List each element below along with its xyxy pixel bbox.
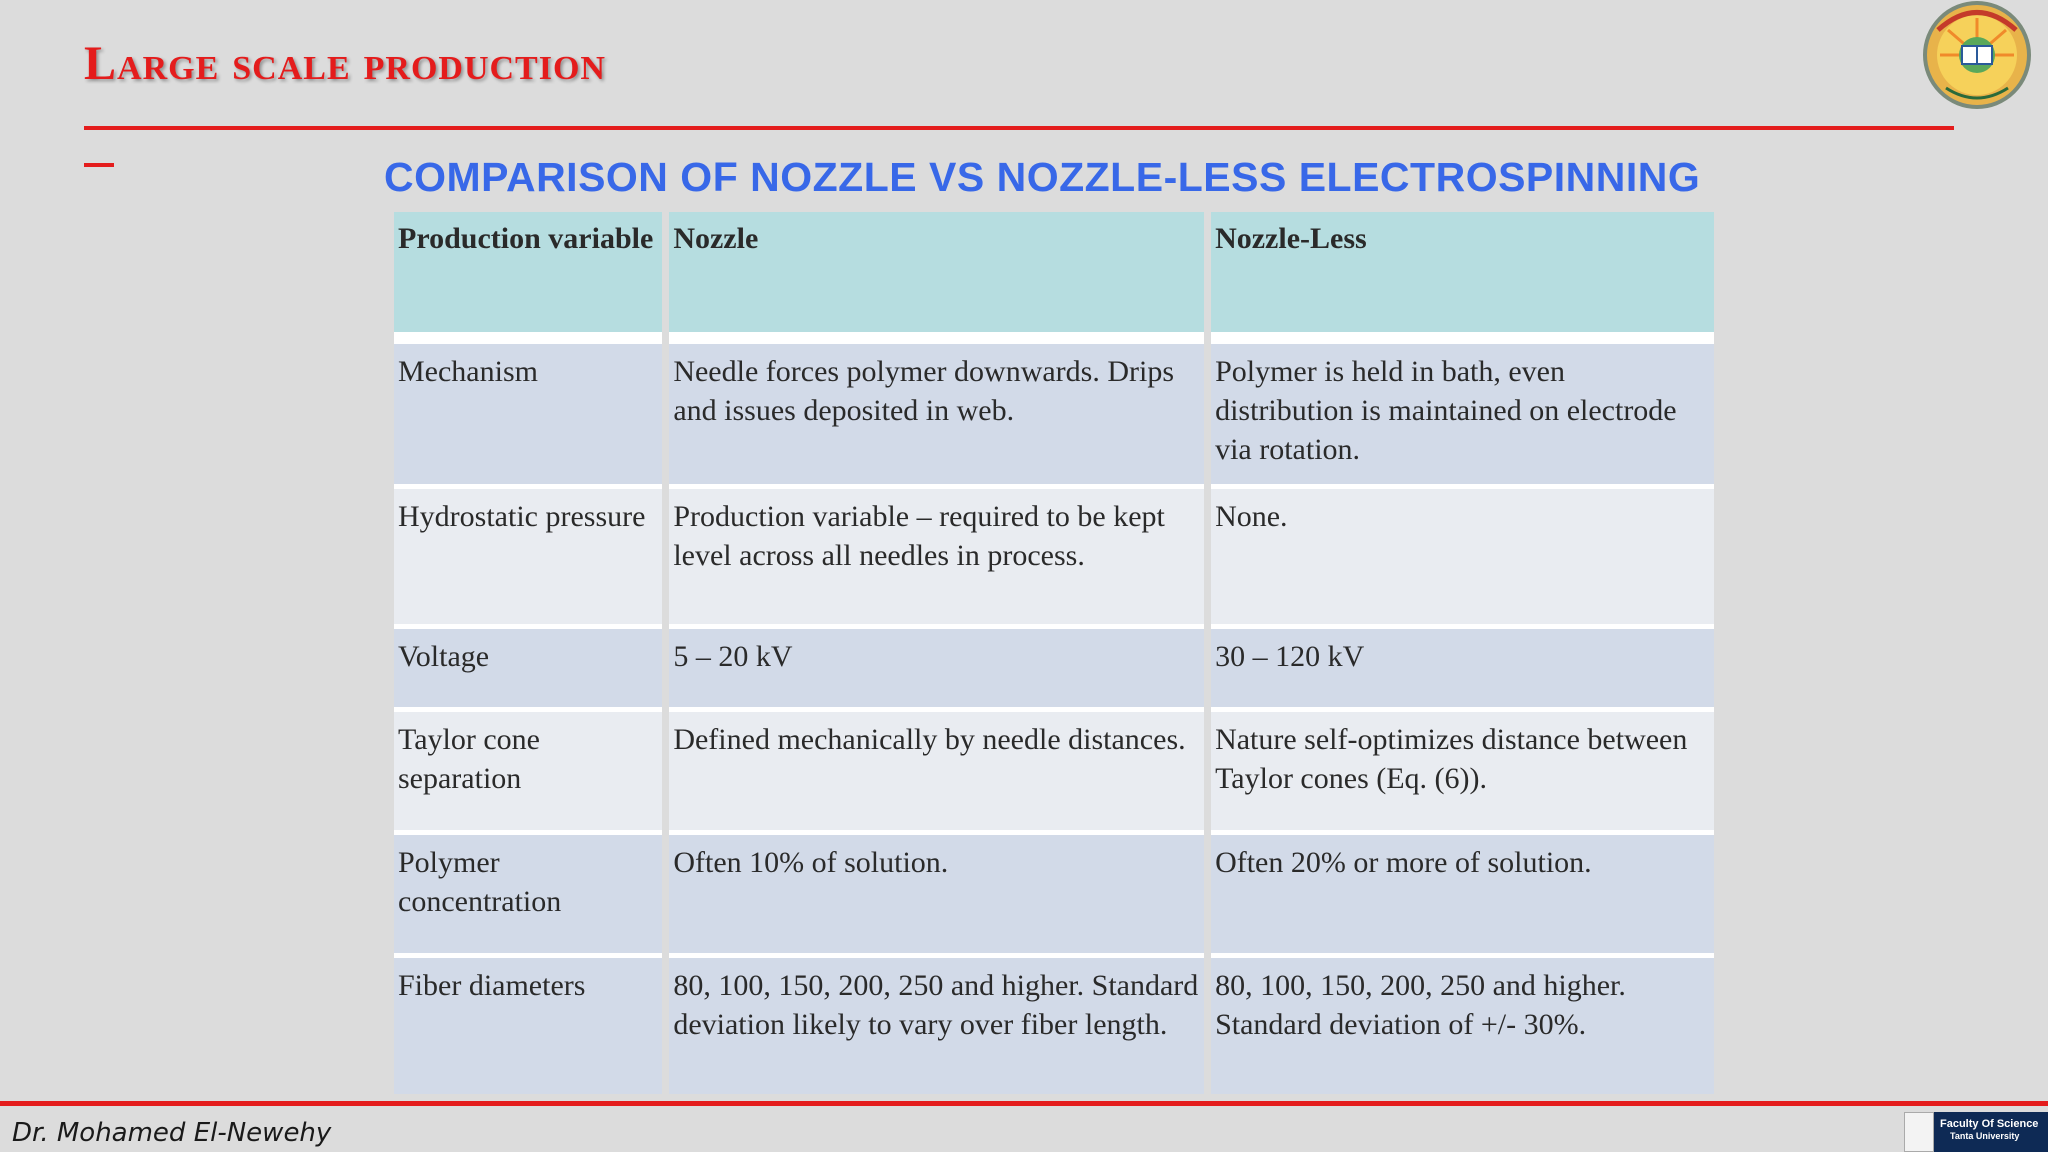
comparison-table bbox=[387, 212, 1721, 1094]
row-nozzle-less-value: Nature self-optimizes distance between Taylor cones (Eq. (6)). bbox=[1211, 712, 1714, 830]
university-seal-icon bbox=[1918, 0, 2036, 110]
row-nozzle-less-value: 80, 100, 150, 200, 250 and higher. Standard deviation of +/- 30%. bbox=[1211, 958, 1714, 1094]
footer-divider bbox=[0, 1101, 2048, 1106]
row-variable: Mechanism bbox=[394, 344, 662, 484]
table-heading: COMPARISON OF NOZZLE VS NOZZLE-LESS ELECTROSPINNING bbox=[384, 154, 1701, 200]
row-nozzle-less-value: 30 – 120 kV bbox=[1211, 629, 1714, 707]
row-variable: Polymer concentration bbox=[394, 835, 662, 953]
row-nozzle-less-value: Polymer is held in bath, even distribution is maintained on electrode via rotation. bbox=[1211, 344, 1714, 484]
table-row bbox=[394, 712, 1714, 830]
header-spacer bbox=[394, 332, 1714, 344]
faculty-badge bbox=[1904, 1112, 2048, 1152]
table-row bbox=[394, 489, 1714, 624]
table-row bbox=[394, 958, 1714, 1094]
title-divider bbox=[84, 126, 1954, 130]
header-nozzle: Nozzle bbox=[669, 212, 1204, 332]
row-nozzle-value: Often 10% of solution. bbox=[669, 835, 1204, 953]
row-nozzle-value: 80, 100, 150, 200, 250 and higher. Standard deviation likely to vary over fiber length. bbox=[669, 958, 1204, 1094]
row-variable: Voltage bbox=[394, 629, 662, 707]
faculty-badge-line2: Tanta University bbox=[1950, 1131, 2020, 1141]
title-divider-stub bbox=[84, 163, 114, 167]
faculty-badge-line1: Faculty Of Science bbox=[1940, 1118, 2039, 1130]
table-row bbox=[394, 835, 1714, 953]
row-nozzle-less-value: Often 20% or more of solution. bbox=[1211, 835, 1714, 953]
row-nozzle-less-value: None. bbox=[1211, 489, 1714, 624]
row-nozzle-value: Production variable – required to be kept level across all needles in process. bbox=[669, 489, 1204, 624]
faculty-mascot-icon bbox=[1904, 1112, 1934, 1152]
slide-title: Large scale production bbox=[84, 37, 606, 90]
row-nozzle-value: Needle forces polymer downwards. Drips and issues deposited in web. bbox=[669, 344, 1204, 484]
row-variable: Hydrostatic pressure bbox=[394, 489, 662, 624]
table-row bbox=[394, 344, 1714, 484]
row-variable: Fiber diameters bbox=[394, 958, 662, 1094]
row-nozzle-value: Defined mechanically by needle distances. bbox=[669, 712, 1204, 830]
footer-author: Dr. Mohamed El-Newehy bbox=[12, 1118, 332, 1148]
row-nozzle-value: 5 – 20 kV bbox=[669, 629, 1204, 707]
row-variable: Taylor cone separation bbox=[394, 712, 662, 830]
table-row bbox=[394, 629, 1714, 707]
table-header-row bbox=[394, 212, 1714, 332]
header-production-variable: Production variable bbox=[394, 212, 662, 332]
faculty-badge-text bbox=[1934, 1112, 2048, 1152]
header-nozzle-less: Nozzle-Less bbox=[1211, 212, 1714, 332]
